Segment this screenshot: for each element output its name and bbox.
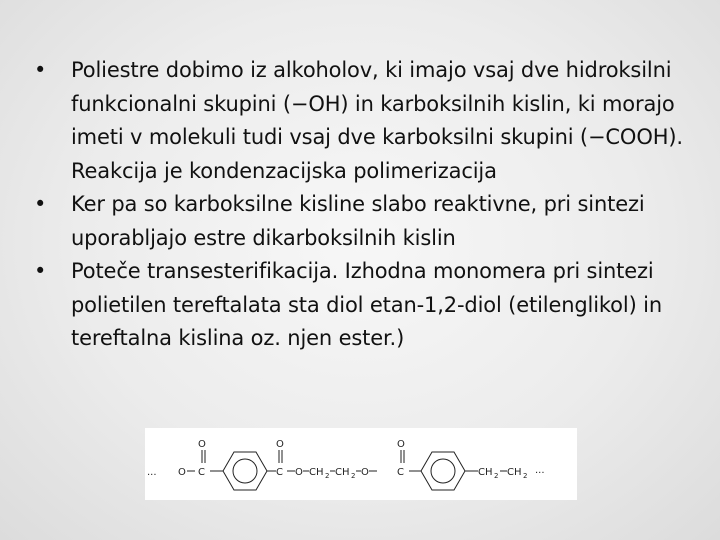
bullet-marker: • — [34, 58, 47, 82]
pet-structural-formula — [145, 428, 577, 500]
formula-subscript: 2 — [494, 472, 499, 480]
formula-group-ch: CH — [507, 467, 522, 478]
formula-atom-o: O — [276, 439, 284, 450]
formula-subscript: 2 — [325, 472, 330, 480]
formula-atom-o: O — [178, 467, 186, 478]
formula-dots-left: ... — [147, 467, 157, 478]
bullet-text: Poteče transesterifikacija. Izhodna monomera pri sintezi polietilen tereftalata sta diol etan-1,2-diol (etilenglikol) in tereftalna kislina oz. njen ester.) — [71, 259, 662, 350]
formula-atom-c: C — [397, 467, 404, 478]
formula-subscript: 2 — [351, 472, 356, 480]
formula-atom-o: O — [295, 467, 303, 478]
bullet-marker: • — [34, 192, 47, 216]
formula-svg — [145, 428, 577, 500]
formula-group-ch: CH — [478, 467, 493, 478]
formula-atom-o: O — [361, 467, 369, 478]
formula-dots-right: ... — [535, 465, 545, 476]
bullet-list — [34, 54, 694, 356]
formula-group-ch: CH — [309, 467, 324, 478]
formula-atom-c: C — [276, 467, 283, 478]
formula-subscript: 2 — [523, 472, 528, 480]
formula-atom-o: O — [198, 439, 206, 450]
formula-atom-c: C — [198, 467, 205, 478]
bullet-item — [34, 255, 694, 356]
bullet-text: Ker pa so karboksilne kisline slabo reaktivne, pri sintezi uporabljajo estre dikarboksilnih kislin — [71, 192, 645, 250]
formula-atom-o: O — [397, 439, 405, 450]
bullet-marker: • — [34, 259, 47, 283]
bullet-item — [34, 54, 694, 188]
bullet-item — [34, 188, 694, 255]
formula-group-ch: CH — [335, 467, 350, 478]
bullet-text: Poliestre dobimo iz alkoholov, ki imajo vsaj dve hidroksilni funkcionalni skupini (−OH) in karboksilnih kislin, ki morajo imeti v molekuli tudi vsaj dve karboksilni skupini (−COOH). Reakcija je kondenzacijska polimerizacija — [71, 58, 683, 183]
